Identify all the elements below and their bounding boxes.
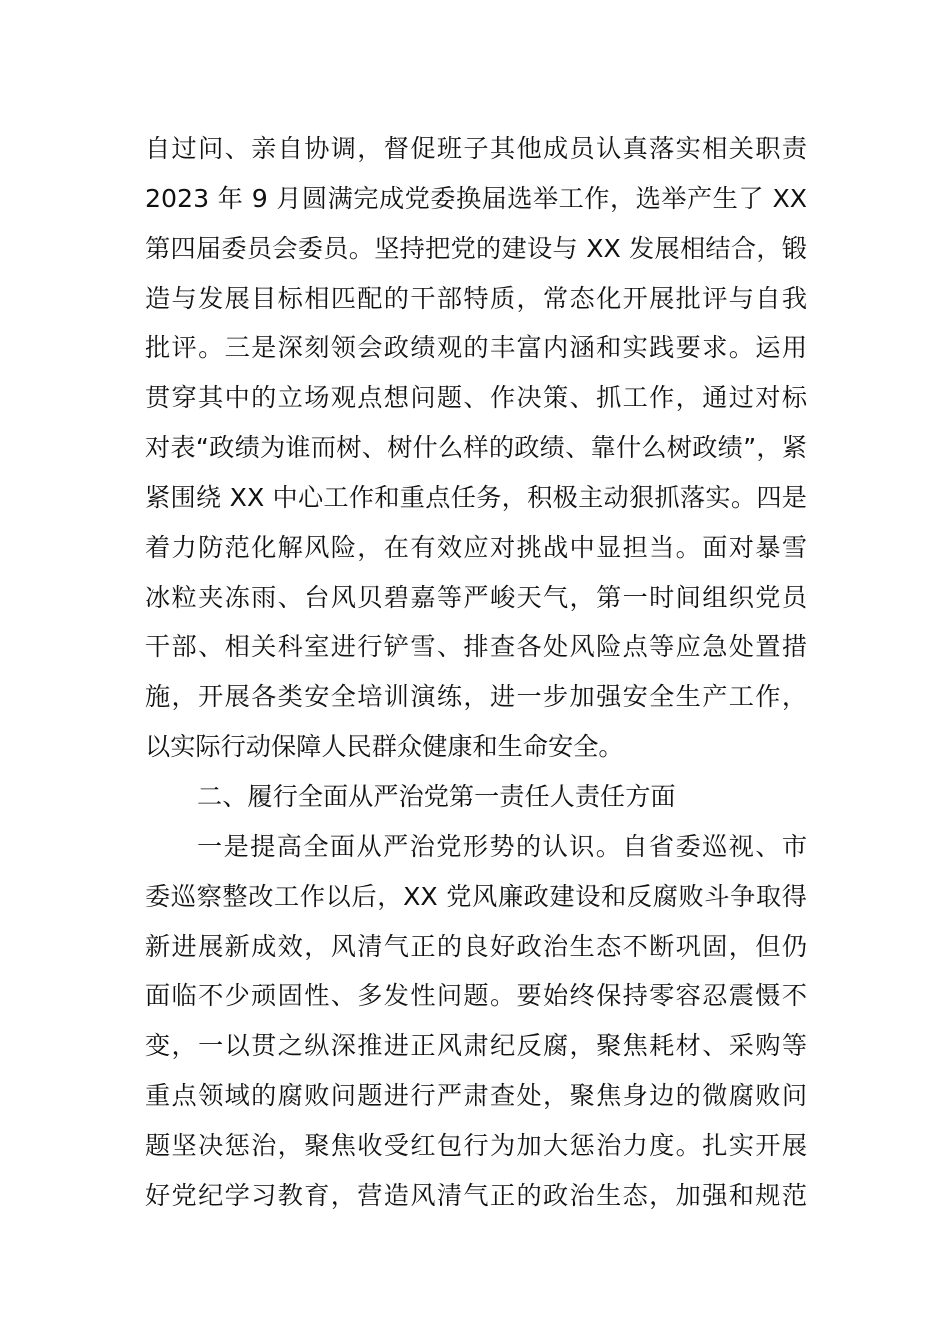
body-line-12: 施，开展各类安全培训演练，进一步加强安全生产工作， <box>145 682 807 712</box>
body-line-10: 冰粒夹冻雨、台风贝碧嘉等严峻天气，第一时间组织党员 <box>145 582 807 612</box>
document-body <box>145 124 807 1221</box>
body-line-5: 批评。三是深刻领会政绩观的丰富内涵和实践要求。运用 <box>145 333 807 363</box>
body-line-19: 变，一以贯之纵深推进正风肃纪反腐，聚焦耗材、采购等 <box>145 1031 807 1061</box>
section-heading: 二、履行全面从严治党第一责任人责任方面 <box>197 781 676 811</box>
body-line-18: 面临不少顽固性、多发性问题。要始终保持零容忍震慑不 <box>145 981 807 1011</box>
body-line-17: 新进展新成效，风清气正的良好政治生态不断巩固，但仍 <box>145 931 807 961</box>
body-line-3: 第四届委员会委员。坚持把党的建设与 XX 发展相结合，锻 <box>145 233 807 263</box>
body-line-9: 着力防范化解风险，在有效应对挑战中显担当。面对暴雪 <box>145 532 807 562</box>
body-line-1: 自过问、亲自协调，督促班子其他成员认真落实相关职责 <box>145 134 807 163</box>
body-line-21: 题坚决惩治，聚焦收受红包行为加大惩治力度。扎实开展 <box>145 1130 807 1160</box>
body-line-11: 干部、相关科室进行铲雪、排查各处风险点等应急处置措 <box>145 632 807 662</box>
body-line-15: 一是提高全面从严治党形势的认识。自省委巡视、市 <box>197 831 807 861</box>
body-line-13: 以实际行动保障人民群众健康和生命安全。 <box>145 732 624 762</box>
body-line-6: 贯穿其中的立场观点想问题、作决策、抓工作，通过对标 <box>145 383 807 413</box>
body-line-22: 好党纪学习教育，营造风清气正的政治生态，加强和规范 <box>145 1180 807 1210</box>
body-line-4: 造与发展目标相匹配的干部特质，常态化开展批评与自我 <box>145 283 807 313</box>
body-line-20: 重点领域的腐败问题进行严肃查处，聚焦身边的微腐败问 <box>145 1081 807 1111</box>
body-line-2: 2023 年 9 月圆满完成党委换届选举工作，选举产生了 XX <box>145 183 807 213</box>
body-line-8: 紧围绕 XX 中心工作和重点任务，积极主动狠抓落实。四是 <box>145 482 807 512</box>
body-line-16: 委巡察整改工作以后，XX 党风廉政建设和反腐败斗争取得 <box>145 881 807 911</box>
body-line-7: 对表“政绩为谁而树、树什么样的政绩、靠什么树政绩”，紧 <box>145 433 807 463</box>
